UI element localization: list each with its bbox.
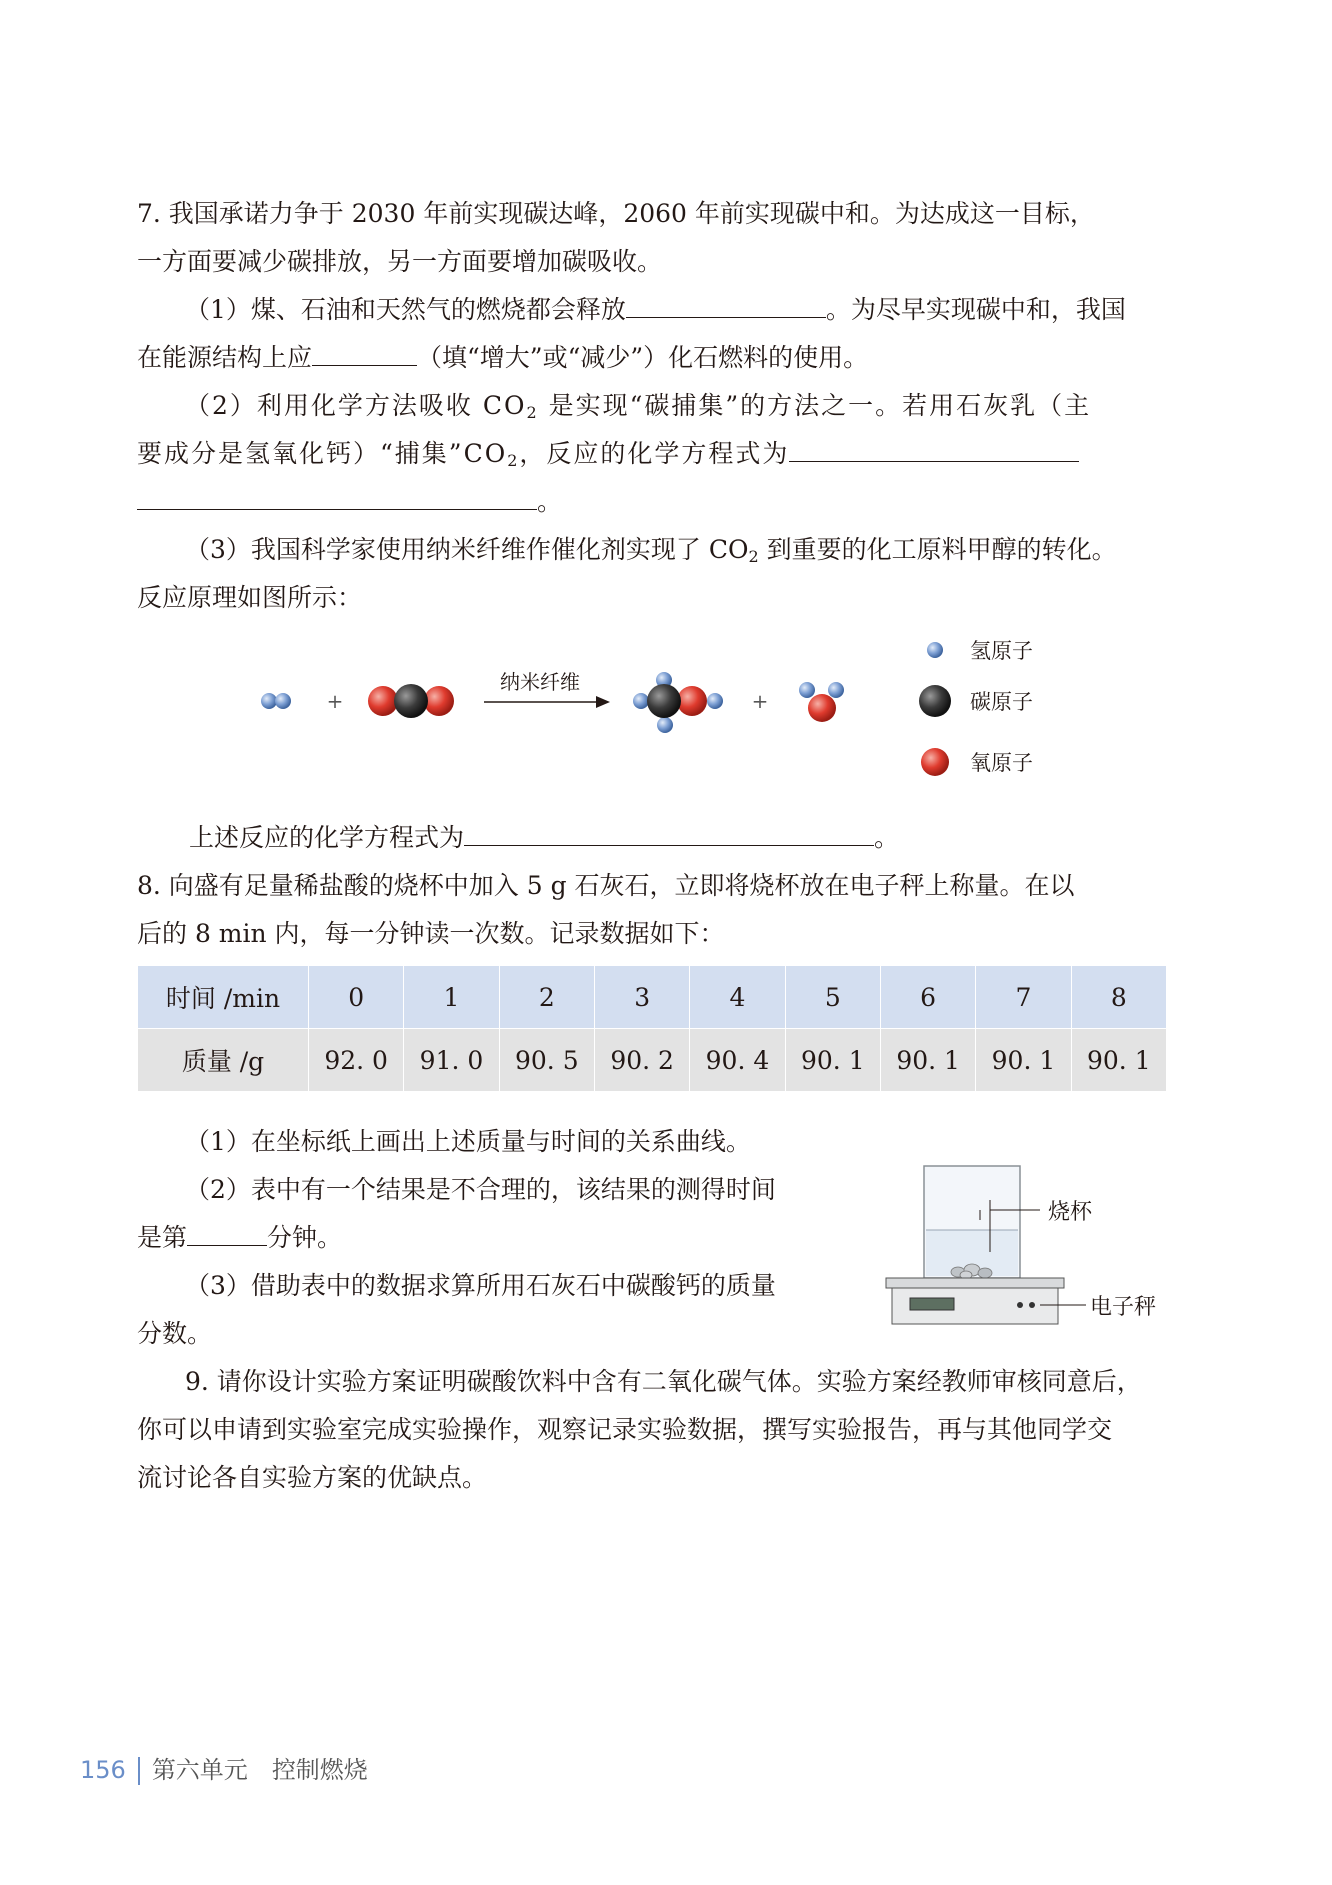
- legend-hydrogen: [927, 639, 1033, 663]
- table-header-mass: 质量 /g: [138, 1029, 309, 1092]
- table-cell: 92. 0: [309, 1029, 404, 1092]
- legend-carbon: [919, 685, 1033, 717]
- q7-p1-text-a: （1）煤、石油和天然气的燃烧都会释放: [185, 295, 626, 324]
- q7-line1: 7. 我国承诺力争于 2030 年前实现碳达峰，2060 年前实现碳中和。为达成这一目标，: [137, 199, 1095, 228]
- q7-p1-text-b: 。为尽早实现碳中和，我国: [825, 295, 1126, 324]
- q7-p3-sub: 2: [748, 547, 759, 566]
- table-row-time: [138, 966, 1167, 1029]
- table-cell: 91. 0: [404, 1029, 499, 1092]
- q9-line3: 流讨论各自实验方案的优缺点。: [137, 1463, 488, 1492]
- q9-line1: [137, 1365, 1167, 1399]
- table-cell: 2: [499, 966, 594, 1029]
- q7-p3-text-b: 到重要的化工原料甲醇的转化。: [758, 535, 1117, 564]
- q7-eq-blank[interactable]: [464, 821, 874, 846]
- q7-p3-text-a: （3）我国科学家使用纳米纤维作催化剂实现了 CO: [185, 535, 749, 564]
- q7-p2-text-d: ，反应的化学方程式为: [519, 439, 790, 468]
- plus-sign-2: +: [751, 689, 769, 713]
- data-table: [137, 965, 1167, 1092]
- q8-sub2-blank[interactable]: [187, 1221, 267, 1246]
- table-cell: 1: [404, 966, 499, 1029]
- electronic-scale-icon: [886, 1278, 1086, 1324]
- q8-sub2-text-b: 是第: [137, 1223, 188, 1252]
- q7-p2-text-b: 是实现“碳捕集”的方法之一。若用石灰乳（主: [538, 391, 1092, 420]
- q8-sub2-text-a: （2）表中有一个结果是不合理的，该结果的测得时间: [185, 1175, 776, 1204]
- table-cell: 90. 2: [594, 1029, 689, 1092]
- beaker-label: 烧杯: [1048, 1200, 1093, 1225]
- methanol-molecule: [633, 672, 723, 733]
- footer-unit: 第六单元: [151, 1756, 248, 1784]
- page-number: 156: [80, 1756, 126, 1784]
- scale-label: 电子秤: [1090, 1295, 1157, 1320]
- q8-sub3-text-a: （3）借助表中的数据求算所用石灰石中碳酸钙的质量: [185, 1271, 776, 1300]
- q9-line2: 你可以申请到实验室完成实验操作，观察记录实验数据，撰写实验报告，再与其他同学交: [137, 1415, 1113, 1444]
- h2-molecule: [261, 693, 291, 709]
- q7-part3-line2: 反应原理如图所示：: [137, 583, 363, 612]
- arrow-label: 纳米纤维: [500, 670, 580, 694]
- table-cell: 7: [976, 966, 1071, 1029]
- legend-hydrogen-label: 氢原子: [970, 639, 1033, 663]
- q7-p2-text-a: （2）利用化学方法吸收 CO: [185, 391, 527, 420]
- table-cell: 0: [309, 966, 404, 1029]
- plus-sign-1: +: [326, 689, 344, 713]
- q8-sub1-text: （1）在坐标纸上画出上述质量与时间的关系曲线。: [185, 1127, 751, 1156]
- reaction-diagram: [0, 0, 1332, 800]
- table-cell: 90. 5: [499, 1029, 594, 1092]
- table-cell: 90. 1: [880, 1029, 975, 1092]
- q8-sub3-line2: 分数。: [137, 1319, 213, 1348]
- q7-p1-text-d: （填“增大”或“减少”）化石燃料的使用。: [417, 343, 869, 372]
- q7-eq-end: 。: [874, 823, 900, 852]
- table-cell: 90. 4: [690, 1029, 785, 1092]
- q7-p2-sub2: 2: [507, 451, 520, 470]
- water-molecule: [799, 682, 844, 722]
- table-cell: 8: [1071, 966, 1166, 1029]
- beaker-icon: [924, 1166, 1040, 1279]
- table-header-time: 时间 /min: [138, 966, 309, 1029]
- table-cell: 90. 1: [1071, 1029, 1166, 1092]
- table-cell: 90. 1: [976, 1029, 1071, 1092]
- reaction-arrow: [484, 696, 610, 708]
- q8-line1: 8. 向盛有足量稀盐酸的烧杯中加入 5 g 石灰石，立即将烧杯放在电子秤上称量。在以: [137, 871, 1075, 900]
- q7-line2: 一方面要减少碳排放，另一方面要增加碳吸收。: [137, 247, 663, 276]
- q7-p2-sub1: 2: [526, 403, 539, 422]
- q7-p2-text-c: 要成分是氢氧化钙）“捕集”CO: [137, 439, 508, 468]
- footer-divider: [138, 1757, 140, 1785]
- q8-line2: 后的 8 min 内，每一分钟读一次数。记录数据如下：: [137, 919, 725, 948]
- table-cell: 90. 1: [785, 1029, 880, 1092]
- q8-sub1: [137, 1125, 1167, 1159]
- table-cell: 5: [785, 966, 880, 1029]
- q7-p2-end: 。: [537, 487, 563, 516]
- q9-line1-text: 9. 请你设计实验方案证明碳酸饮料中含有二氧化碳气体。实验方案经教师审核同意后，: [185, 1367, 1142, 1396]
- q7-p1-text-c: 在能源结构上应: [137, 343, 313, 372]
- q7-equation-line: [137, 821, 1167, 855]
- legend-oxygen-label: 氧原子: [970, 751, 1033, 775]
- table-cell: 4: [690, 966, 785, 1029]
- table-cell: 3: [594, 966, 689, 1029]
- legend-carbon-label: 碳原子: [970, 690, 1033, 714]
- legend-oxygen: [921, 748, 1033, 776]
- q8-sub2-text-c: 分钟。: [267, 1223, 343, 1252]
- table-cell: 6: [880, 966, 975, 1029]
- co2-molecule: [368, 684, 454, 718]
- page-footer: [80, 1750, 368, 1785]
- q7-eq-text: 上述反应的化学方程式为: [189, 823, 465, 852]
- footer-title: 控制燃烧: [271, 1756, 368, 1784]
- table-row-mass: [138, 1029, 1167, 1092]
